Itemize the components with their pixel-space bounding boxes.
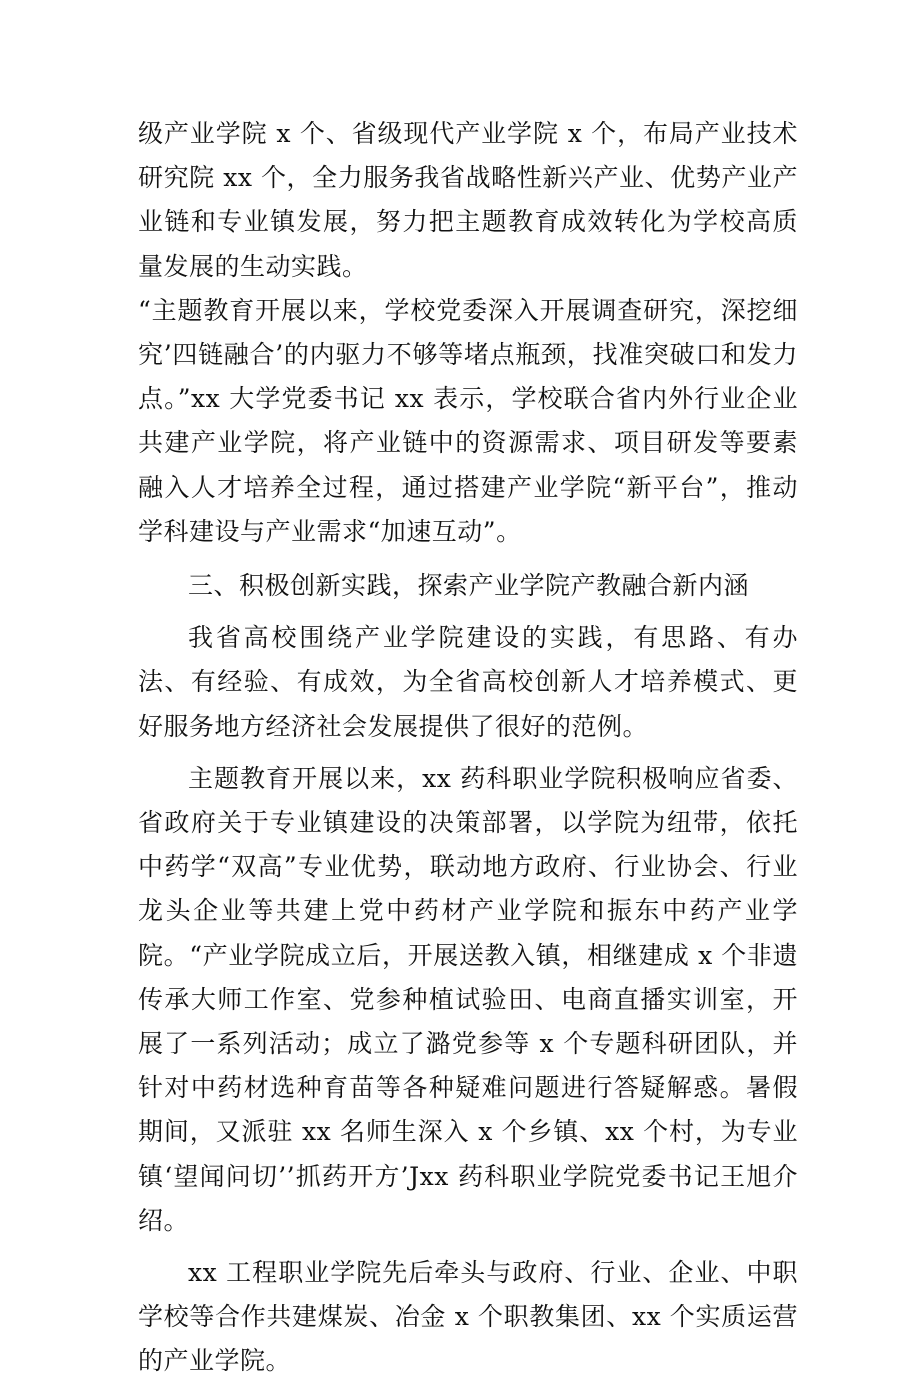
paragraph-pharmacy-college: 主题教育开展以来，xx 药科职业学院积极响应省委、省政府关于专业镇建设的决策部署，以学院为纽带，依托中药学“双高”专业优势，联动地方政府、行业协会、行业龙头企业等共建上党中药材产业学院和振东中药产业学院。“产业学院成立后，开展送教入镇，相继建成 x 个非遗传承大师工作室、党参种植试验田、电商直播实训室，开展了一系列活动；成立了潞党参等 x 个专题科研团队，并针对中药材选种育苗等各种疑难问题进行答疑解惑。暑假期间，又派驻 xx 名师生深入 x 个乡镇、xx 个村，为专业镇‘望闻问切’’抓药开方’Jxx 药科职业学院党委书记王旭介绍。 [138,763,798,1235]
section-heading-three: 三、积极创新实践，探索产业学院产教融合新内涵 [188,571,750,601]
paragraph-party-secretary-quote: “主题教育开展以来，学校党委深入开展调查研究，深挖细究’四链融合’的内驱力不够等堵点瓶颈，找准突破口和发力点。”xx 大学党委书记 xx 表示，学校联合省内外行业企业共建产业学院，将产业链中的资源需求、项目研发等要素融入人才培养全过程，通过搭建产业学院“新平台”，推动学科建设与产业需求“加速互动”。 [138,295,798,546]
paragraph-practice-overview: 我省高校围绕产业学院建设的实践，有思路、有办法、有经验、有成效，为全省高校创新人才培养模式、更好服务地方经济社会发展提供了很好的范例。 [138,623,798,741]
paragraph-continued-intro: 级产业学院 x 个、省级现代产业学院 x 个，布局产业技术研究院 xx 个，全力服务我省战略性新兴产业、优势产业产业链和专业镇发展，努力把主题教育成效转化为学校高质量发展的生动实践。 [138,119,798,281]
document-body [138,112,798,1384]
paragraph-engineering-college: xx 工程职业学院先后牵头与政府、行业、企业、中职学校等合作共建煤炭、冶金 x 个职教集团、xx 个实质运营的产业学院。 [138,1258,798,1376]
